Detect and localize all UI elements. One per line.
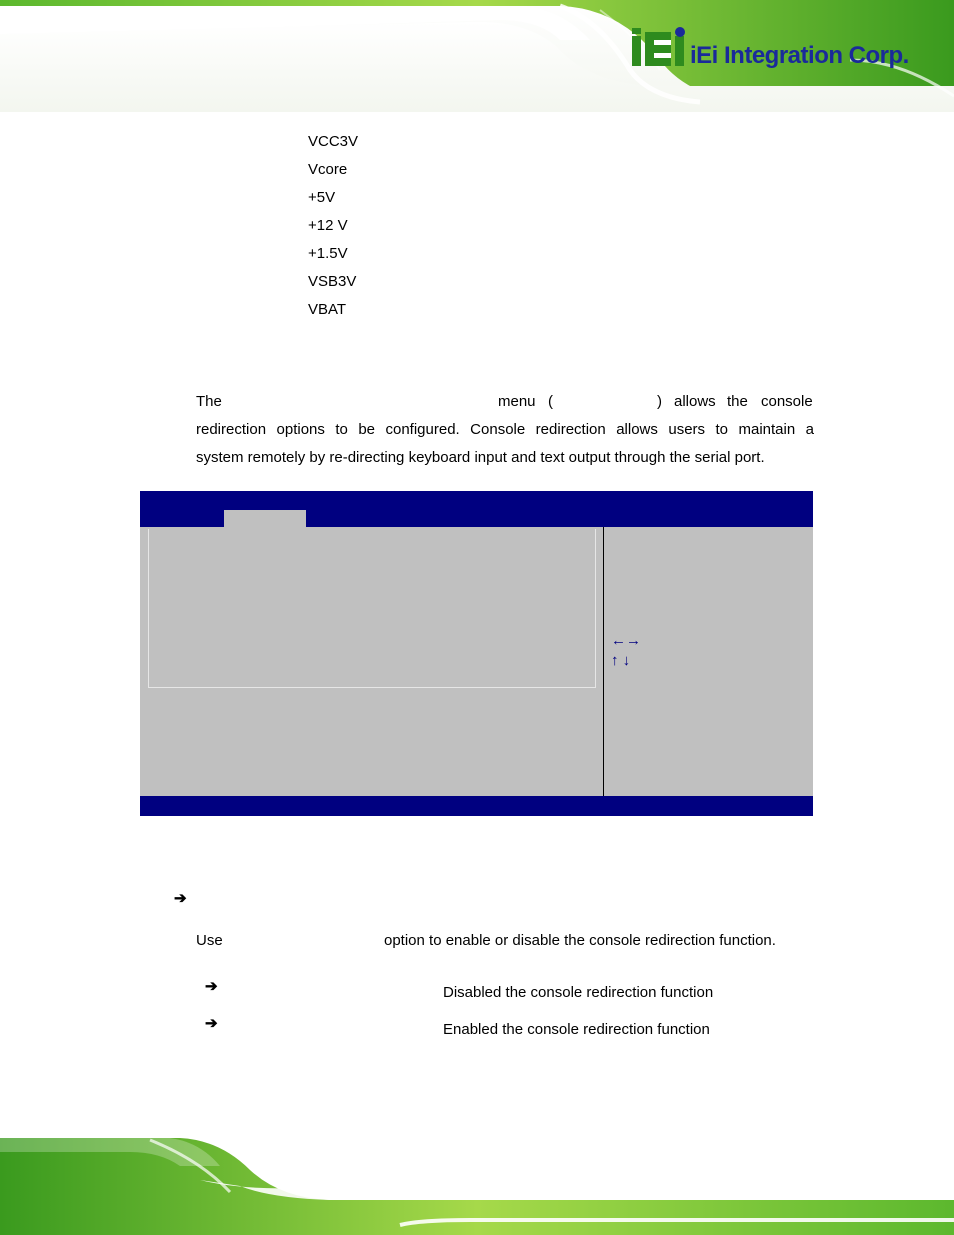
- bios-main-panel: [141, 527, 604, 796]
- intro-word: ): [657, 393, 662, 410]
- intro-paragraph: [196, 388, 814, 472]
- voltage-item: +1.5V: [308, 245, 348, 262]
- arrow-bullet-icon: ➔: [174, 890, 187, 907]
- voltage-item: VSB3V: [308, 273, 357, 290]
- bios-screen: [140, 491, 813, 816]
- bios-tab-bar: [140, 510, 813, 527]
- voltage-item: VCC3V: [308, 133, 359, 150]
- bios-option-group: [148, 529, 596, 688]
- intro-word: allows: [674, 393, 716, 410]
- bios-tab[interactable]: [729, 510, 811, 528]
- bios-tab[interactable]: [142, 510, 222, 528]
- logo-text: iEi Integration Corp.: [690, 42, 909, 69]
- setting-description: Disabled the console redirection function: [443, 984, 714, 1001]
- option-description: option to enable or disable the console redirection function.: [384, 932, 776, 949]
- intro-line: system remotely by re-directing keyboard input and text output through the serial port.: [196, 449, 765, 466]
- intro-word: menu: [498, 393, 536, 410]
- voltage-item: +5V: [308, 189, 336, 206]
- voltage-item: VBAT: [308, 301, 347, 318]
- option-use-word: Use: [196, 932, 223, 949]
- left-right-arrow-icon: ←→: [611, 632, 641, 649]
- intro-line: redirection options to be configured. Console redirection allows users to maintain a: [196, 421, 814, 438]
- bios-status-bar: [140, 796, 813, 816]
- company-logo: [630, 26, 920, 72]
- arrow-bullet-icon: ➔: [205, 1015, 218, 1032]
- bios-tab[interactable]: [393, 510, 474, 528]
- intro-word: (: [548, 393, 553, 410]
- footer-banner: [0, 1130, 954, 1235]
- bios-tab[interactable]: [309, 510, 390, 528]
- voltage-item: +12 V: [308, 217, 348, 234]
- bios-title-bar: [140, 491, 813, 510]
- up-down-arrow-icon: ↑ ↓: [611, 652, 631, 669]
- bios-tab-active[interactable]: [224, 510, 306, 527]
- intro-word: console: [761, 393, 813, 410]
- setting-description: Enabled the console redirection function: [443, 1021, 710, 1038]
- bios-tab[interactable]: [645, 510, 726, 528]
- bios-tab[interactable]: [561, 510, 642, 528]
- arrow-bullet-icon: ➔: [205, 978, 218, 995]
- bios-help-panel: [604, 527, 812, 796]
- voltage-item: Vcore: [308, 161, 348, 178]
- intro-word: the: [727, 393, 748, 410]
- bios-tab[interactable]: [477, 510, 558, 528]
- intro-word: The: [196, 393, 222, 410]
